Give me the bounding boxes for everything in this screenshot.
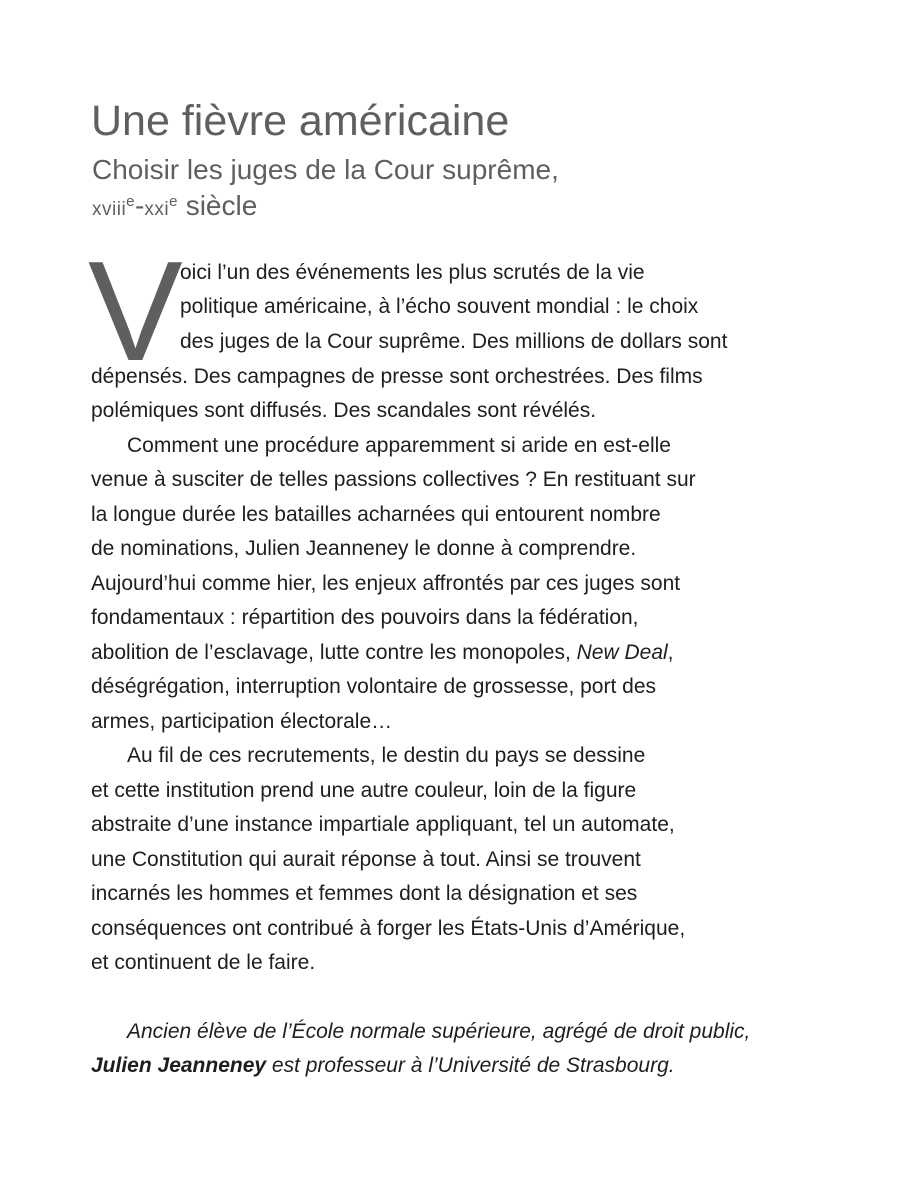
p3-line-3: abstraite d’une instance impartiale appliquant, tel un automate, — [91, 813, 675, 836]
subtitle-line-1: Choisir les juges de la Cour suprême, — [92, 154, 559, 185]
p2-line-9: armes, participation électorale… — [91, 710, 393, 733]
p2-line-7 — [91, 636, 674, 670]
p3-line-4: une Constitution qui aurait réponse à tout. Ainsi se trouvent — [91, 848, 641, 871]
century-start-sup: e — [126, 193, 136, 210]
subtitle-line-2 — [92, 188, 559, 228]
century-end-sup: e — [169, 193, 178, 210]
century-word: siècle — [177, 190, 258, 221]
author-name: Julien Jeanneney — [91, 1054, 267, 1077]
p1-line-3: des juges de la Cour suprême. Des millions de dollars sont — [180, 330, 728, 353]
p2-line-6: fondamentaux : répartition des pouvoirs dans la fédération, — [91, 606, 639, 629]
author-line-2 — [91, 1049, 675, 1083]
author-credentials: Ancien élève de l’École normale supérieure, agrégé de droit public, — [127, 1020, 751, 1043]
p1-line-4: dépensés. Des campagnes de presse sont orchestrées. Des films — [91, 365, 703, 388]
century-start: xviii — [92, 199, 127, 220]
century-end: xxi — [144, 199, 170, 220]
drop-cap: V — [88, 232, 183, 391]
p1-line-5: polémiques sont diffusés. Des scandales sont révélés. — [91, 399, 597, 422]
p3-line-7: et continuent de le faire. — [91, 951, 316, 974]
p2-line-5: Aujourd’hui comme hier, les enjeux affrontés par ces juges sont — [91, 572, 681, 595]
p2-line-4: de nominations, Julien Jeanneney le donne à comprendre. — [91, 537, 637, 560]
book-title: Une fièvre américaine — [91, 97, 510, 145]
author-position: est professeur à l’Université de Strasbourg. — [266, 1054, 675, 1077]
p2-line-7-text: abolition de l’esclavage, lutte contre les monopoles, — [91, 641, 577, 664]
p2-line-2: venue à susciter de telles passions collectives ? En restituant sur — [91, 468, 696, 491]
book-subtitle — [92, 152, 559, 228]
p3-line-5: incarnés les hommes et femmes dont la désignation et ses — [91, 882, 638, 905]
p2-line-1: Comment une procédure apparemment si aride en est-elle — [127, 434, 671, 457]
new-deal-italic: New Deal — [576, 641, 668, 664]
p2-line-8: déségrégation, interruption volontaire de grossesse, port des — [91, 675, 657, 698]
p3-line-6: conséquences ont contribué à forger les États-Unis d’Amérique, — [91, 917, 686, 940]
p3-line-1: Au fil de ces recrutements, le destin du pays se dessine — [127, 744, 646, 767]
author-line-1 — [127, 1015, 750, 1049]
p1-line-2: politique américaine, à l’écho souvent mondial : le choix — [180, 295, 699, 318]
p1-line-1: oici l’un des événements les plus scrutés de la vie — [180, 261, 645, 284]
century-separator: - — [135, 190, 145, 221]
p2-line-7-comma: , — [667, 641, 674, 664]
p3-line-2: et cette institution prend une autre couleur, loin de la figure — [91, 779, 637, 802]
p2-line-3: la longue durée les batailles acharnées qui entourent nombre — [91, 503, 661, 526]
